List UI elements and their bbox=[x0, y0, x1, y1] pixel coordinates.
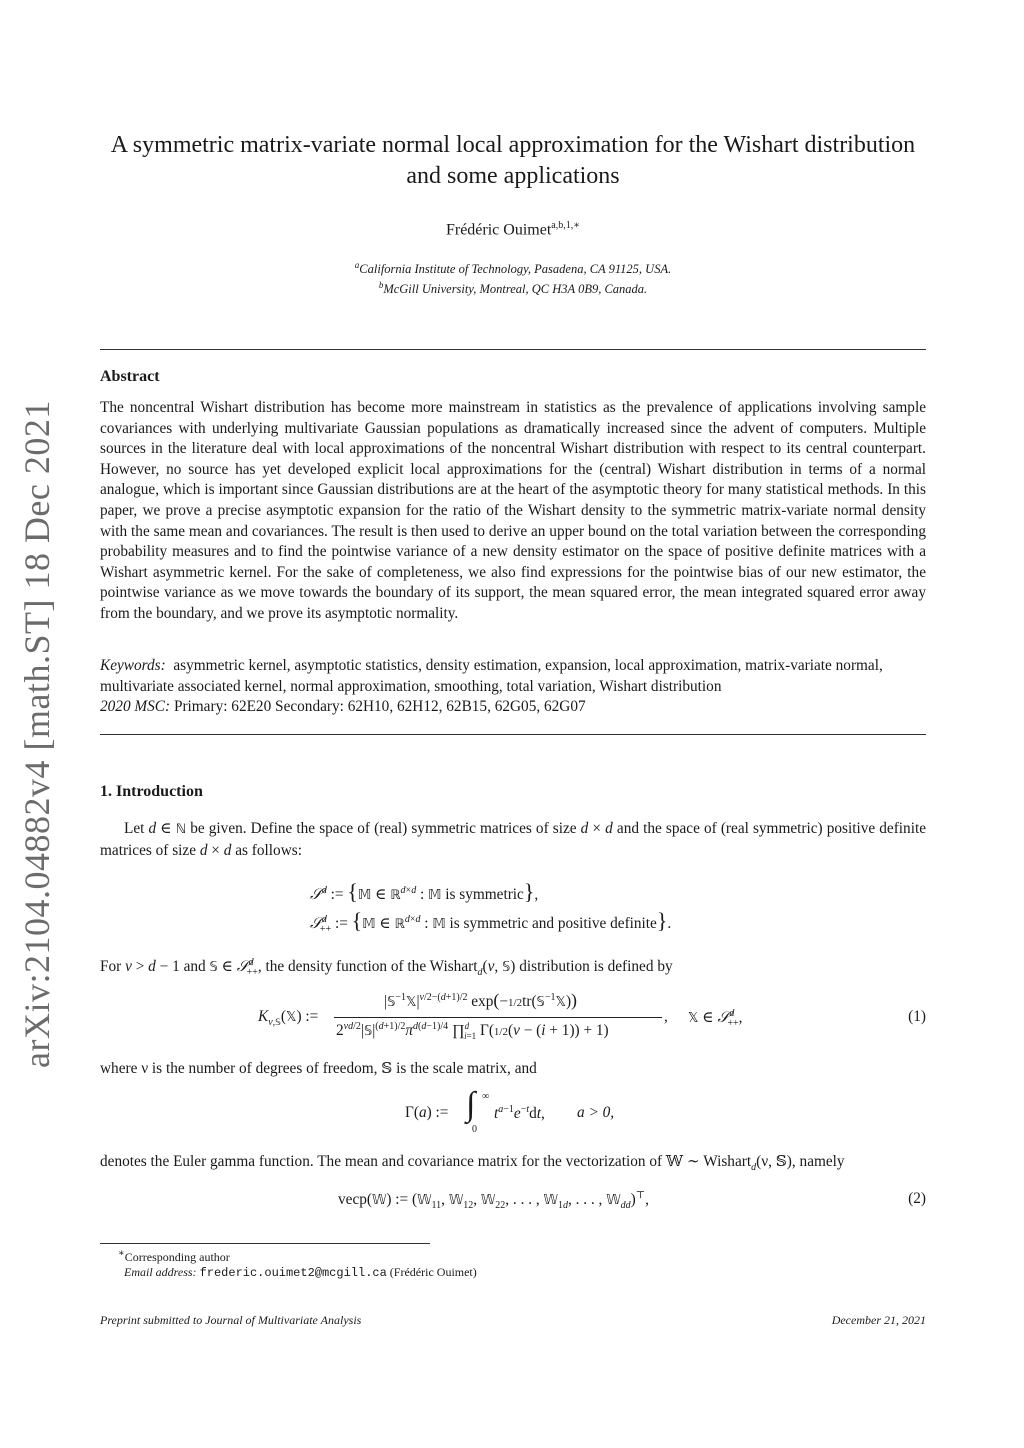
affiliations bbox=[100, 257, 926, 297]
equation-number-1: (1) bbox=[908, 1008, 926, 1025]
footnote-rule bbox=[100, 1243, 430, 1244]
bottom-rule bbox=[100, 734, 926, 735]
title-line-2: and some applications bbox=[406, 163, 620, 189]
abstract-heading: Abstract bbox=[100, 368, 160, 385]
intro-paragraph-4: denotes the Euler gamma function. The mean and covariance matrix for the vectorization of 𝕎 ∼ Wishart$_d$(ν, 𝕊), namely bbox=[100, 1153, 845, 1174]
author-line bbox=[100, 220, 926, 239]
msc-text: Primary: 62E20 Secondary: 62H10, 62H12, 62B15, 62G05, 62G07 bbox=[173, 698, 586, 715]
footnote-corresponding: ∗Corresponding author bbox=[118, 1248, 230, 1264]
msc-label: 2020 MSC: bbox=[100, 698, 171, 715]
top-rule bbox=[100, 349, 926, 350]
paper-title bbox=[100, 130, 926, 192]
title-line-1: A symmetric matrix-variate normal local approximation for the Wishart distribution bbox=[110, 132, 916, 158]
intro-paragraph-1: Let d ∈ ℕ be given. Define the space of (real) symmetric matrices of size d × d and the space of (real symmetric) positive definite matrices of size d × d as follows: bbox=[100, 820, 926, 859]
affiliation-b: $^b$McGill University, Montreal, QC H3A 0B9, Canada. bbox=[378, 280, 648, 297]
intro-paragraph-3: where ν is the number of degrees of freedom, 𝕊 is the scale matrix, and bbox=[100, 1060, 537, 1077]
equation-number-2: (2) bbox=[908, 1190, 926, 1207]
set-definition-symmetric: 𝒮$^d$ := {𝕄 ∈ ℝ$^{d\times d}$ : 𝕄 is symmetric}, bbox=[310, 879, 539, 904]
intro-paragraph-2: For ν > d − 1 and 𝕊 ∈ 𝒮$^d_{++}$, the density function of the Wishart$_d$(ν, 𝕊) distribution is defined by bbox=[100, 957, 673, 979]
author-affil-marks: a,b,1,∗ bbox=[551, 220, 581, 231]
section-heading-introduction: 1. Introduction bbox=[100, 783, 203, 800]
author-name: Frédéric Ouimet bbox=[445, 221, 552, 239]
affiliation-a: $^a$California Institute of Technology, Pasadena, CA 91125, USA. bbox=[354, 260, 672, 277]
preprint-date: December 21, 2021 bbox=[831, 1313, 926, 1327]
set-definition-positive-definite: 𝒮$^d_{++}$ := {𝕄 ∈ ℝ$^{d\times d}$ : 𝕄 is symmetric and positive definite}. bbox=[310, 908, 672, 936]
preprint-note: Preprint submitted to Journal of Multivariate Analysis bbox=[100, 1313, 362, 1327]
email-link[interactable]: frederic.ouimet2@mcgill.ca bbox=[199, 1266, 387, 1280]
msc-classification bbox=[100, 697, 926, 718]
keywords-text: asymmetric kernel, asymptotic statistics, density estimation, expansion, local approximation, matrix-variate normal, multivariate associated kernel, normal approximation, smoothing, total variation, Wishart distribution bbox=[100, 657, 883, 695]
keywords-label: Keywords: bbox=[100, 657, 166, 674]
arxiv-id-text: arXiv:2104.04882v4 [math.ST] 18 Dec 2021 bbox=[17, 400, 57, 1068]
abstract-text: The noncentral Wishart distribution has become more mainstream in statistics as the prevalence of applications involving sample covariances with underlying multivariate Gaussian populations as dramatically increased since the advent of computers. Multiple sources in the literature deal with local approximations of the noncentral Wishart distribution with respect to its central counterpart. However, no source has yet developed explicit local approximations for the (central) Wishart distribution in terms of a normal analogue, which is important since Gaussian distributions are at the heart of the asymptotic theory for many statistical methods. In this paper, we prove a precise asymptotic expansion for the ratio of the Wishart density to the symmetric matrix-variate normal density with the same mean and covariances. The result is then used to derive an upper bound on the total variation between the corresponding probability measures and to find the pointwise variance of a new density estimator on the space of positive definite matrices with a Wishart asymmetric kernel. For the sake of completeness, we also find expressions for the pointwise bias of our new estimator, the pointwise variance as we move towards the boundary of its support, the mean squared error, the mean integrated squared error away from the boundary, and we prove its asymptotic normality. bbox=[100, 399, 926, 622]
keywords bbox=[100, 656, 926, 697]
footnote-email: Email address: frederic.ouimet2@mcgill.ca (Frédéric Ouimet) bbox=[124, 1265, 477, 1280]
